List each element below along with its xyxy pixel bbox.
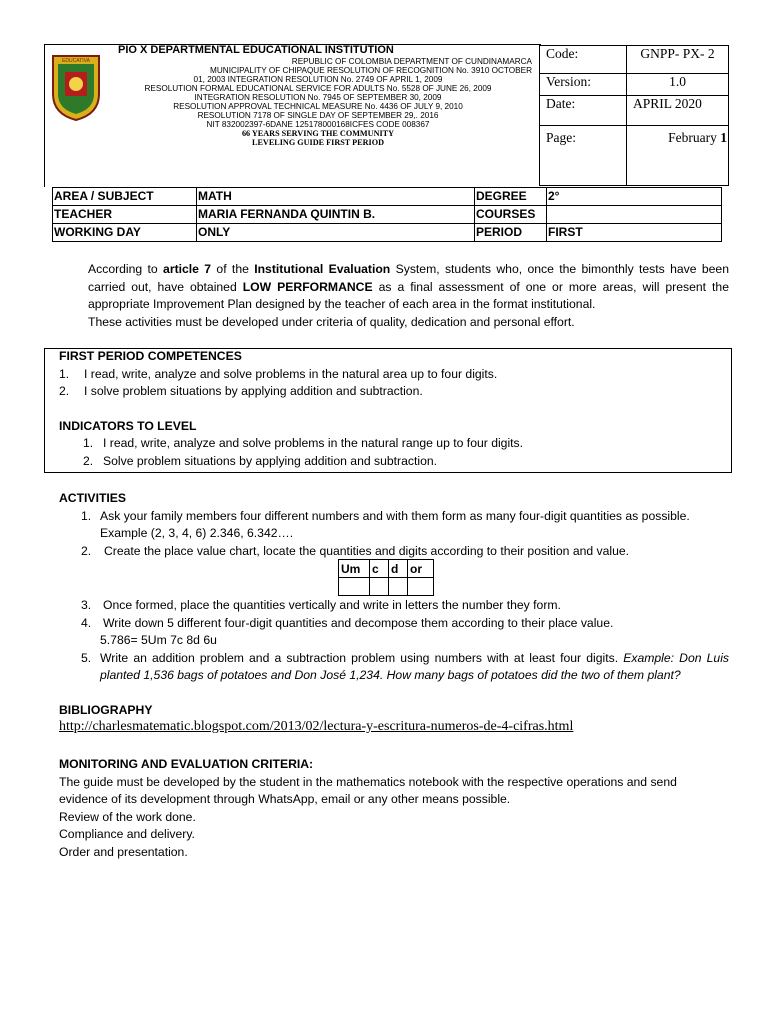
- criteria-line: Compliance and delivery.: [59, 827, 195, 841]
- document-control-table: [539, 45, 729, 186]
- header-line: NIT 832002397-6DANE 125178000168ICFES CODE 008367: [206, 120, 430, 129]
- activities-list: [59, 508, 729, 561]
- activities-section-cont: [59, 597, 729, 685]
- header-line: MUNICIPALITY OF CHIPAQUE RESOLUTION OF RECOGNITION No. 3910 OCTOBER: [210, 66, 532, 75]
- guide-title: LEVELING GUIDE FIRST PERIOD: [251, 138, 384, 147]
- activities-section: [59, 490, 729, 560]
- indicators-title: INDICATORS TO LEVEL: [59, 418, 197, 433]
- header-line: INTEGRATION RESOLUTION No. 7945 OF SEPTEMBER 30, 2009: [194, 93, 442, 102]
- working-day-label: WORKING DAY: [53, 224, 197, 242]
- pv-header: Um: [339, 560, 370, 578]
- page-month: February: [668, 130, 717, 145]
- period-value: FIRST: [547, 224, 722, 242]
- list-number: 2.: [81, 543, 92, 558]
- list-number: 1.: [59, 366, 70, 381]
- activity-example: 5.786= 5Um 7c 8d 6u: [100, 633, 217, 647]
- criteria-line: Order and presentation.: [59, 844, 188, 859]
- teacher-value: MARIA FERNANDA QUINTIN B.: [197, 206, 475, 224]
- competences-title: FIRST PERIOD COMPETENCES: [59, 349, 242, 363]
- activity-text: Ask your family members four different numbers and with them form as many four-digit quantities as possible.: [100, 508, 690, 523]
- criteria-line: Review of the work done.: [59, 809, 196, 824]
- list-item: [59, 383, 719, 401]
- header-resolutions: [104, 57, 532, 147]
- teacher-label: TEACHER: [53, 206, 197, 224]
- courses-value: [547, 206, 722, 224]
- competences-section: [59, 348, 719, 470]
- pv-header: d: [389, 560, 408, 578]
- list-item: [59, 597, 729, 615]
- degree-label: DEGREE: [475, 188, 547, 206]
- code-value: GNPP- PX- 2: [627, 46, 729, 74]
- date-value: APRIL 2020: [627, 96, 729, 126]
- pv-cell: [339, 578, 370, 596]
- monitoring-section: [59, 756, 729, 861]
- competence-text: I solve problem situations by applying addition and subtraction.: [84, 384, 423, 398]
- intro-system: Institutional Evaluation: [254, 262, 391, 276]
- activity-text: Create the place value chart, locate the quantities and digits according to their position and value.: [104, 543, 630, 558]
- pv-header: c: [370, 560, 389, 578]
- activity-example: Example: Don Luis planted 1,536 bags of potatoes and Don José 1,234. How many bags of potatoes did the two of them plant?: [100, 650, 730, 682]
- list-item: [59, 543, 729, 561]
- indicators-list: [59, 435, 719, 470]
- subject-info-table: [52, 187, 722, 242]
- list-item: [59, 615, 729, 650]
- header-line: RESOLUTION APPROVAL TECHNICAL MEASURE No. 4436 OF JULY 9, 2010: [173, 102, 463, 111]
- years-serving: 66 YEARS SERVING THE COMMUNITY: [241, 129, 395, 138]
- page-value: [627, 126, 729, 186]
- intro-text: of the: [211, 262, 255, 276]
- date-label: Date:: [540, 96, 627, 126]
- version-label: Version:: [540, 74, 627, 96]
- period-label: PERIOD: [475, 224, 547, 242]
- degree-value: 2°: [547, 188, 722, 206]
- intro-text: System, students who, once the bimonthly tests have been carried out, have obtained: [88, 262, 729, 294]
- intro-low-performance: LOW PERFORMANCE: [242, 279, 373, 294]
- intro-paragraph: [88, 261, 729, 331]
- list-number: 2.: [59, 384, 70, 398]
- institution-name: PIO X DEPARTMENTAL EDUCATIONAL INSTITUTION: [118, 44, 394, 56]
- intro-text: According to: [88, 262, 164, 276]
- working-day-value: ONLY: [197, 224, 475, 242]
- list-item: [59, 508, 729, 543]
- competence-text: I read, write, analyze and solve problems in the natural area up to four digits.: [84, 366, 498, 381]
- intro-criteria: These activities must be developed under criteria of quality, dedication and personal effort.: [88, 314, 575, 329]
- intro-text: as a final assessment of one or more areas, will present the appropriate Improvement Plan designed by the teacher of each area in the format institutional.: [88, 279, 729, 311]
- activity-text: Write an addition problem and a subtraction problem using numbers with at least four digits.: [100, 650, 624, 665]
- pv-cell: [408, 578, 434, 596]
- pv-cell: [370, 578, 389, 596]
- list-number: 1.: [81, 508, 92, 523]
- area-value: MATH: [197, 188, 475, 206]
- list-item: [59, 366, 719, 384]
- pv-cell: [389, 578, 408, 596]
- activities-title: ACTIVITIES: [59, 491, 127, 505]
- indicator-text: I read, write, analyze and solve problems in the natural range up to four digits.: [103, 436, 524, 450]
- header-line: RESOLUTION 7178 OF SINGLE DAY OF SEPTEMBER 29,. 2016: [197, 111, 439, 120]
- place-value-chart: [338, 559, 434, 596]
- list-number: 1.: [83, 436, 94, 450]
- header-line: 01, 2003 INTEGRATION RESOLUTION No. 2749 OF APRIL 1, 2009: [193, 75, 443, 84]
- activity-text: Once formed, place the quantities vertically and write in letters the number they form.: [103, 598, 561, 612]
- bibliography-title: BIBLIOGRAPHY: [59, 703, 153, 717]
- activity-text: Write down 5 different four-digit quantities and decompose them according to their place value.: [103, 615, 614, 630]
- area-label: AREA / SUBJECT: [53, 188, 197, 206]
- bibliography-link[interactable]: http://charlesmatematic.blogspot.com/2013/02/lectura-y-escritura-numeros-de-4-cifras.html: [59, 719, 574, 734]
- list-item: [59, 650, 729, 685]
- intro-article: article 7: [163, 262, 212, 276]
- list-number: 2.: [83, 453, 94, 468]
- logo-text: EDUCATIVA: [62, 58, 90, 64]
- list-number: 5.: [81, 650, 92, 665]
- monitoring-title: MONITORING AND EVALUATION CRITERIA:: [59, 757, 314, 771]
- monitoring-text: The guide must be developed by the student in the mathematics notebook with the respective operations and send evidence of its development through WhatsApp, email or any other means possible.: [59, 774, 677, 806]
- activity-example: Example (2, 3, 4, 6) 2.346, 6.342….: [100, 526, 294, 540]
- page-label: Page:: [540, 126, 627, 186]
- school-shield-logo: [51, 54, 101, 122]
- list-number: 3.: [81, 598, 92, 612]
- competences-list: [59, 366, 719, 401]
- version-value: 1.0: [627, 74, 729, 96]
- pv-header: or: [408, 560, 434, 578]
- activities-list: [59, 597, 729, 685]
- list-item: [59, 435, 719, 453]
- list-item: [59, 453, 719, 471]
- header-line: RESOLUTION FORMAL EDUCATIONAL SERVICE FOR ADULTS No. 5528 OF JUNE 26, 2009: [144, 84, 492, 93]
- indicator-text: Solve problem situations by applying addition and subtraction.: [103, 453, 438, 468]
- page-number: 1: [720, 130, 727, 145]
- list-number: 4.: [81, 615, 92, 630]
- courses-label: COURSES: [475, 206, 547, 224]
- header-line: REPUBLIC OF COLOMBIA DEPARTMENT OF CUNDINAMARCA: [291, 57, 532, 66]
- code-label: Code:: [540, 46, 627, 74]
